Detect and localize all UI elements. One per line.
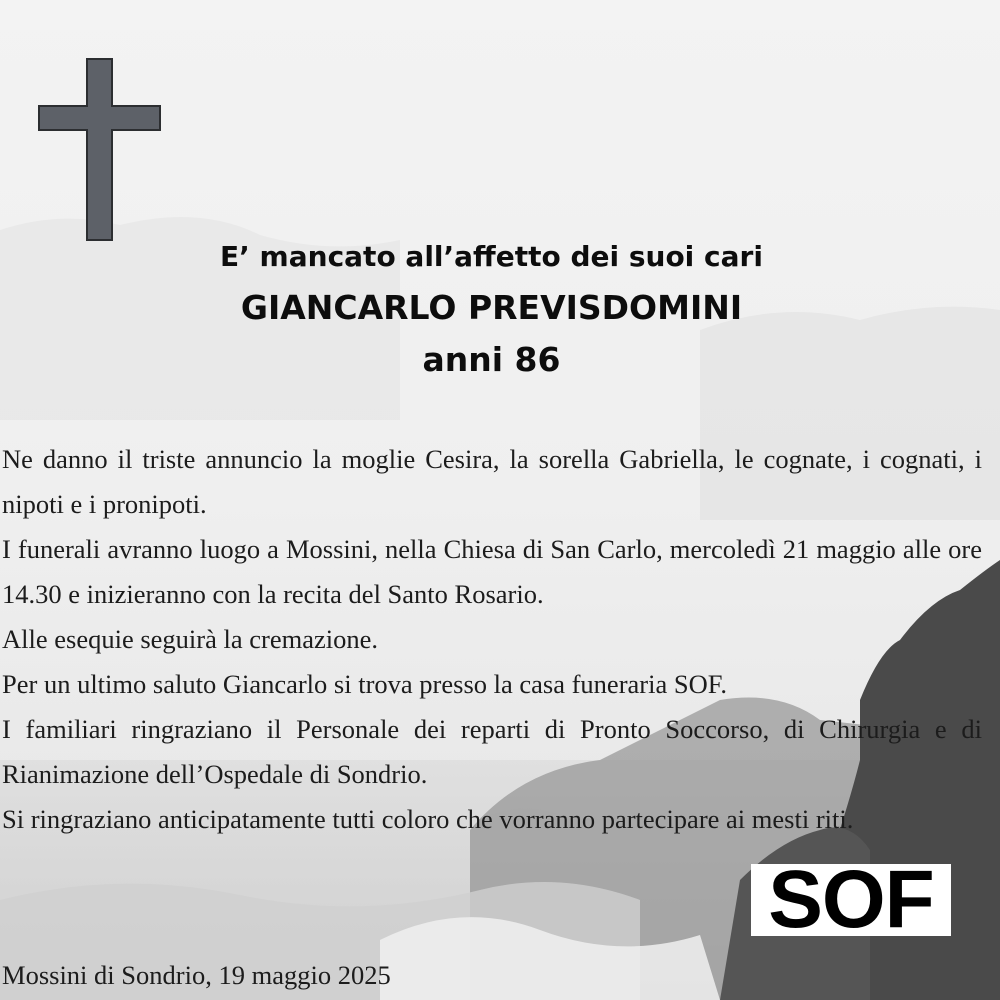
sof-logo [751, 854, 951, 945]
deceased-name: GIANCARLO PREVISDOMINI [240, 288, 743, 327]
thanks-paragraph: I familiari ringraziano il Personale dei reparti di Pronto Soccorso, di Chirurgia e di Rianimazione dell’Ospedale di Sondrio. [2, 714, 982, 789]
intro-heading: E’ mancato all’affetto dei suoi cari [220, 240, 763, 273]
cremation-paragraph: Alle esequie seguirà la cremazione. [2, 624, 378, 654]
announcement-paragraph: Ne danno il triste annuncio la moglie Cesira, la sorella Gabriella, le cognate, i cognati, i nipoti e i pronipoti. [2, 444, 982, 519]
place-date: Mossini di Sondrio, 19 maggio 2025 [2, 960, 391, 990]
logo-text: SOF [768, 854, 934, 945]
announcement-body [2, 437, 982, 842]
deceased-age: anni 86 [422, 340, 561, 379]
viewing-paragraph: Per un ultimo saluto Giancarlo si trova presso la casa funeraria SOF. [2, 669, 727, 699]
closing-paragraph: Si ringraziano anticipatamente tutti coloro che vorranno partecipare ai mesti riti. [2, 804, 854, 834]
funeral-details-paragraph: I funerali avranno luogo a Mossini, nella Chiesa di San Carlo, mercoledì 21 maggio alle ore 14.30 e inizieranno con la recita del Santo Rosario. [2, 534, 982, 609]
